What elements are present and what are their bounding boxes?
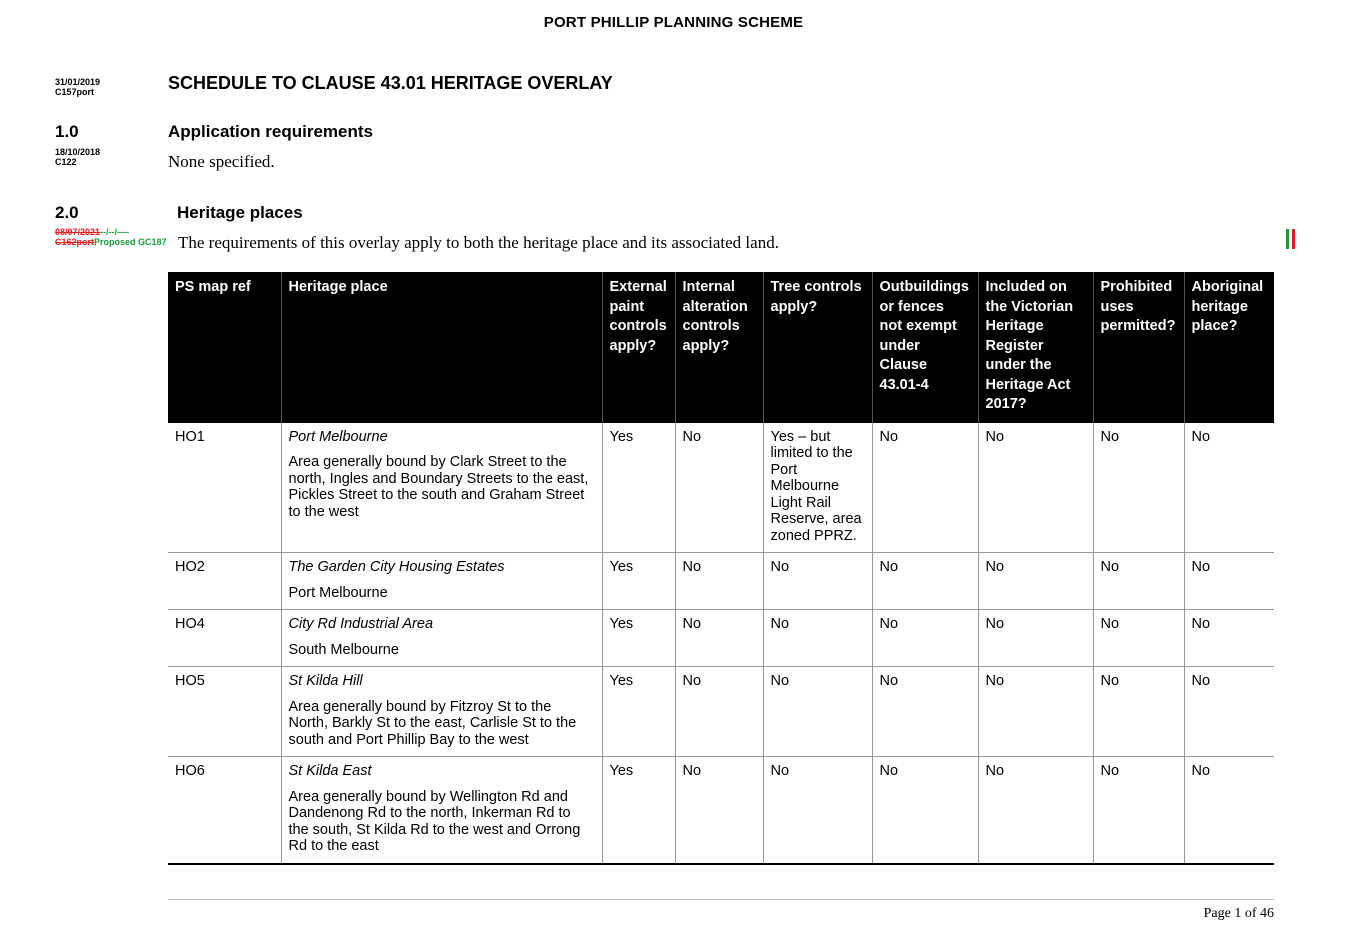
section-2-amendment-deleted: C162port	[55, 237, 95, 247]
cell-prohibited: No	[1093, 553, 1184, 610]
section-2-meta	[55, 227, 167, 247]
cell-tree: No	[763, 553, 872, 610]
cell-vhr: No	[978, 610, 1093, 667]
place-description: Area generally bound by Clark Street to the north, Ingles and Boundary Streets to the east, Pickles Street to the south and Graham Street to the west	[288, 454, 589, 520]
section-1-number: 1.0	[55, 122, 79, 141]
cell-prohibited: No	[1093, 757, 1184, 864]
section-2-date-deleted: 08/07/2021	[55, 227, 101, 237]
cell-vhr: No	[978, 553, 1093, 610]
header-aboriginal-heritage: Aboriginal heritage place?	[1184, 272, 1274, 423]
cell-outbuildings: No	[872, 757, 978, 864]
place-description: Area generally bound by Fitzroy St to the North, Barkly St to the east, Carlisle St to the south and Port Phillip Bay to the west	[288, 698, 577, 748]
footer-divider	[168, 899, 1274, 900]
place-description: Area generally bound by Wellington Rd and Dandenong Rd to the north, Inkerman Rd to the south, St Kilda Rd to the west and Orrong Rd to the east	[288, 788, 581, 854]
page-header-title: PORT PHILLIP PLANNING SCHEME	[543, 14, 804, 31]
section-2-date-new: --/--/----	[100, 227, 130, 237]
cell-aboriginal: No	[1184, 667, 1274, 757]
cell-vhr: No	[978, 757, 1093, 864]
cell-heritage-place	[281, 667, 602, 757]
cell-ref: HO2	[168, 553, 281, 610]
cell-internal: No	[675, 553, 763, 610]
cell-aboriginal: No	[1184, 757, 1274, 864]
cell-prohibited: No	[1093, 610, 1184, 667]
cell-heritage-place	[281, 553, 602, 610]
cell-prohibited: No	[1093, 667, 1184, 757]
cell-outbuildings: No	[872, 423, 978, 553]
header-victorian-heritage-register: Included on the Victorian Heritage Register under the Heritage Act 2017?	[978, 272, 1093, 423]
cell-paint: Yes	[602, 553, 675, 610]
table-row	[168, 667, 1274, 757]
section-1-title: Application requirements	[168, 122, 373, 141]
change-marker-red	[1292, 229, 1295, 249]
section-2-amendment-new: Proposed GC187	[94, 237, 167, 247]
cell-vhr: No	[978, 423, 1093, 553]
cell-paint: Yes	[602, 610, 675, 667]
table-row	[168, 423, 1274, 553]
cell-ref: HO4	[168, 610, 281, 667]
header-heritage-place: Heritage place	[281, 272, 602, 423]
cell-internal: No	[675, 423, 763, 553]
heritage-places-table	[168, 272, 1274, 865]
cell-heritage-place	[281, 757, 602, 864]
section-2-number: 2.0	[55, 203, 79, 222]
schedule-title: SCHEDULE TO CLAUSE 43.01 HERITAGE OVERLAY	[168, 73, 613, 93]
cell-outbuildings: No	[872, 610, 978, 667]
section-1-amendment: C122	[55, 157, 77, 167]
change-marker-icon	[1286, 229, 1298, 249]
cell-aboriginal: No	[1184, 423, 1274, 553]
cell-outbuildings: No	[872, 553, 978, 610]
header-tree-controls: Tree controls apply?	[763, 272, 872, 423]
cell-tree: No	[763, 610, 872, 667]
cell-paint: Yes	[602, 667, 675, 757]
schedule-meta	[55, 77, 100, 97]
table-row	[168, 610, 1274, 667]
schedule-amendment: C157port	[55, 87, 95, 97]
cell-internal: No	[675, 667, 763, 757]
cell-paint: Yes	[602, 757, 675, 864]
cell-tree: No	[763, 757, 872, 864]
cell-internal: No	[675, 757, 763, 864]
section-1-date: 18/10/2018	[55, 147, 101, 157]
cell-outbuildings: No	[872, 667, 978, 757]
place-name: St Kilda East	[288, 763, 372, 779]
cell-vhr: No	[978, 667, 1093, 757]
place-name: St Kilda Hill	[288, 673, 363, 689]
section-1-meta	[55, 147, 100, 167]
section-1-body: None specified.	[168, 152, 275, 171]
section-2-title: Heritage places	[177, 203, 303, 222]
cell-paint: Yes	[602, 423, 675, 553]
place-description: Port Melbourne	[288, 584, 388, 601]
section-2-body: The requirements of this overlay apply to both the heritage place and its associated land.	[178, 233, 779, 252]
schedule-date: 31/01/2019	[55, 77, 101, 87]
header-ps-map-ref: PS map ref	[168, 272, 281, 423]
cell-ref: HO6	[168, 757, 281, 864]
cell-tree: Yes – but limited to the Port Melbourne Light Rail Reserve, area zoned PPRZ.	[763, 423, 872, 553]
cell-ref: HO1	[168, 423, 281, 553]
cell-aboriginal: No	[1184, 553, 1274, 610]
cell-aboriginal: No	[1184, 610, 1274, 667]
place-name: Port Melbourne	[288, 428, 388, 445]
place-name: City Rd Industrial Area	[288, 616, 434, 632]
cell-heritage-place	[281, 423, 602, 553]
cell-prohibited: No	[1093, 423, 1184, 553]
header-outbuildings: Outbuildings or fences not exempt under Clause 43.01-4	[872, 272, 978, 423]
cell-internal: No	[675, 610, 763, 667]
page-number: Page 1 of 46	[1203, 906, 1274, 921]
table-row	[168, 757, 1274, 864]
place-description: South Melbourne	[288, 641, 399, 658]
cell-tree: No	[763, 667, 872, 757]
change-marker-green	[1286, 229, 1289, 249]
cell-heritage-place	[281, 610, 602, 667]
place-name: The Garden City Housing Estates	[288, 559, 505, 575]
header-external-paint: External paint controls apply?	[602, 272, 675, 423]
cell-ref: HO5	[168, 667, 281, 757]
header-internal-alteration: Internal alteration controls apply?	[675, 272, 763, 423]
header-prohibited-uses: Prohibited uses permitted?	[1093, 272, 1184, 423]
table-row	[168, 553, 1274, 610]
table-header-row	[168, 272, 1274, 423]
